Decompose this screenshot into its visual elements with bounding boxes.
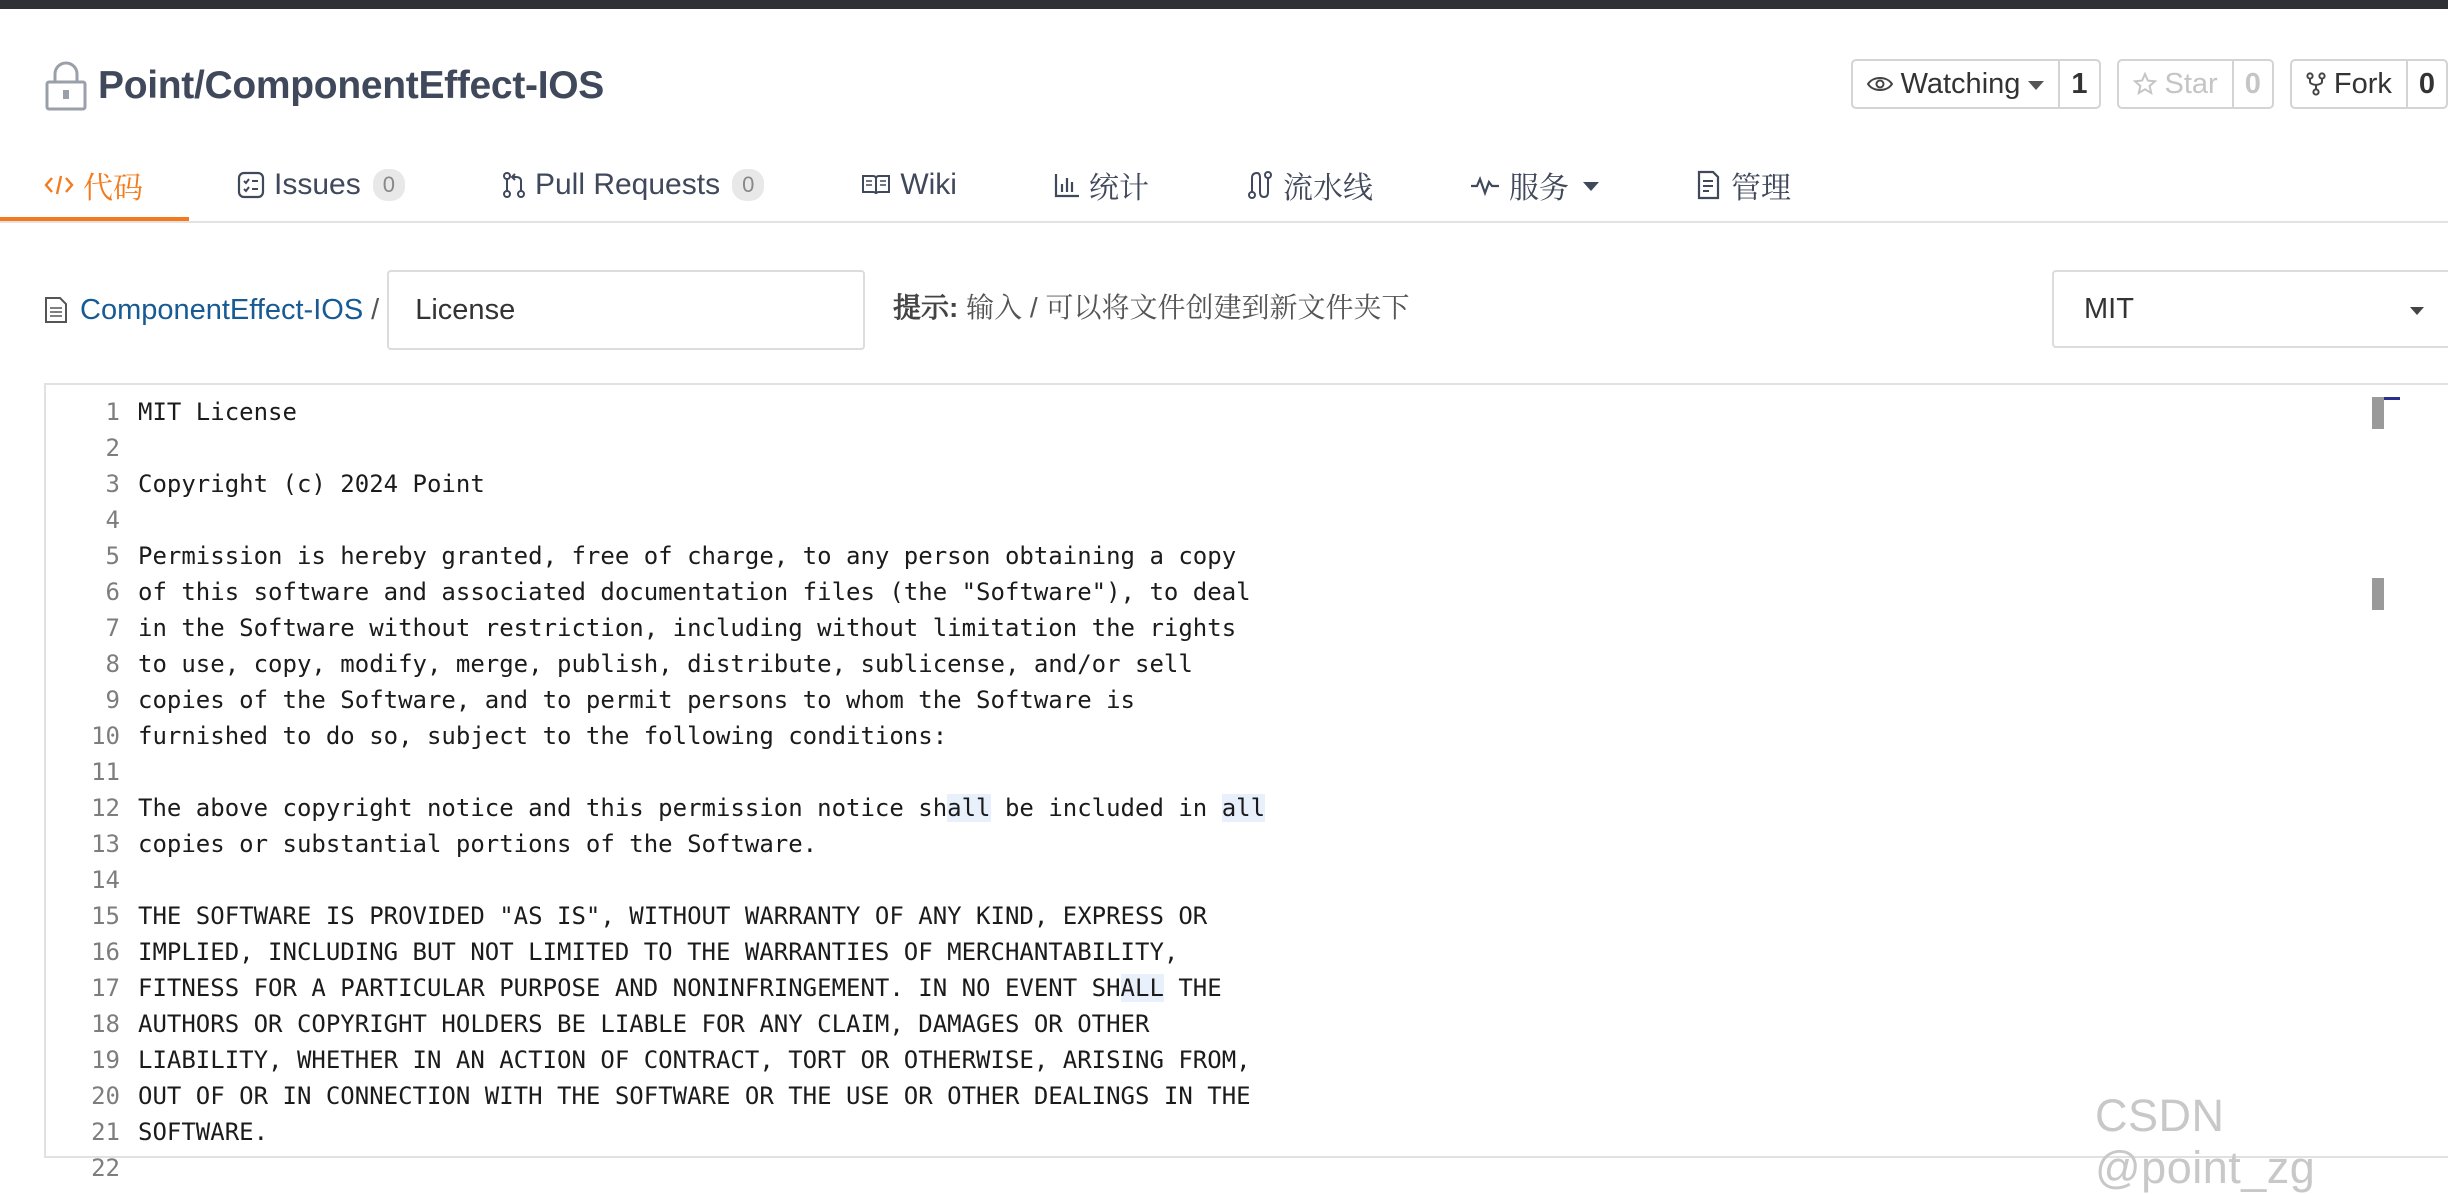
editor-line[interactable] [46,934,2446,970]
fork-button[interactable] [2290,59,2448,109]
tab-issues[interactable] [237,148,405,222]
tab-services[interactable] [1470,148,1599,222]
editor-line[interactable] [46,646,2446,682]
license-template-select[interactable] [2052,270,2448,348]
line-number: 15 [91,902,120,930]
fork-count[interactable]: 0 [2418,67,2435,100]
code-text: copies or substantial portions of the Software. [138,830,818,858]
code-text: IMPLIED, INCLUDING BUT NOT LIMITED TO THE WARRANTIES OF MERCHANTABILITY, [138,938,1179,966]
code-text: copies of the Software, and to permit persons to whom the Software is [138,686,1135,714]
star-button[interactable] [2117,59,2274,109]
repo-breadcrumb-link[interactable]: ComponentEffect-IOS [80,293,364,326]
bar-chart-icon [1054,172,1080,198]
line-number: 14 [91,866,120,894]
star-count[interactable]: 0 [2244,67,2261,100]
editor-line[interactable] [46,970,2446,1006]
code-text: AUTHORS OR COPYRIGHT HOLDERS BE LIABLE FOR ANY CLAIM, DAMAGES OR OTHER [138,1010,1150,1038]
issues-count-badge: 0 [373,169,405,201]
pr-count-badge: 0 [732,169,764,201]
line-number: 3 [105,470,120,498]
tab-issues-label: Issues [274,168,361,201]
editor-line[interactable] [46,466,2446,502]
scrollbar-match-marker[interactable] [2372,397,2384,429]
line-number: 11 [91,758,120,786]
code-text: furnished to do so, subject to the following conditions: [138,722,948,750]
editor-line[interactable] [46,1078,2446,1114]
tab-stats-label: 统计 [1088,172,1149,205]
editor-line[interactable] [46,790,2446,826]
code-icon [44,173,74,197]
editor-line[interactable] [46,754,2446,790]
line-number: 18 [91,1010,120,1038]
code-text: OUT OF OR IN CONNECTION WITH THE SOFTWARE OR THE USE OR OTHER DEALINGS IN THE [138,1082,1251,1110]
editor-line[interactable] [46,682,2446,718]
repo-tabs [44,148,1888,222]
code-text: FITNESS FOR A PARTICULAR PURPOSE AND NONINFRINGEMENT. IN NO EVENT SHALL THE [138,974,1222,1002]
line-number: 8 [105,650,120,678]
code-text: LIABILITY, WHETHER IN AN ACTION OF CONTRACT, TORT OR OTHERWISE, ARISING FROM, [138,1046,1251,1074]
line-number: 16 [91,938,120,966]
editor-line[interactable] [46,1042,2446,1078]
filename-input[interactable] [387,270,865,350]
line-number: 10 [91,722,120,750]
editor-line[interactable] [46,862,2446,898]
editor-line[interactable] [46,718,2446,754]
lock-icon [44,61,88,111]
line-number: 4 [105,506,120,534]
editor-line[interactable] [46,1006,2446,1042]
tab-wiki[interactable] [861,148,957,222]
chevron-down-icon [2410,307,2424,315]
code-text: Permission is hereby granted, free of charge, to any person obtaining a copy [138,542,1237,570]
line-number: 9 [105,686,120,714]
star-label: Star [2164,67,2218,100]
star-label-wrap[interactable] [2119,61,2234,107]
tab-services-label: 服务 [1508,172,1569,205]
scrollbar-match-marker[interactable] [2372,578,2384,610]
watch-label: Watching [1900,67,2021,100]
search-highlight: all [1221,794,1266,822]
tabs-divider [0,221,2448,223]
search-highlight: all [947,794,991,822]
editor-line[interactable] [46,898,2446,934]
tab-pull-requests[interactable] [502,148,764,222]
tab-manage[interactable] [1696,148,1791,222]
line-number: 12 [91,794,120,822]
editor-line[interactable] [46,1150,2446,1186]
tab-wiki-label: Wiki [900,168,957,201]
tab-pipeline[interactable] [1246,148,1373,222]
tab-pipeline-label: 流水线 [1282,172,1373,205]
code-text: The above copyright notice and this permission notice shall be included in all [138,794,1266,822]
editor-line[interactable] [46,826,2446,862]
editor-line[interactable] [46,574,2446,610]
code-text: of this software and associated documentation files (the "Software"), to deal [138,578,1251,606]
document-settings-icon [1696,170,1722,200]
code-text: MIT License [138,398,297,426]
tab-pull-requests-label: Pull Requests [534,168,721,201]
editor-line[interactable] [46,502,2446,538]
code-text: Copyright (c) 2024 Point [138,470,485,498]
code-text: SOFTWARE. [138,1118,269,1146]
tab-code[interactable] [0,148,189,222]
line-number: 20 [91,1082,120,1110]
code-text: to use, copy, modify, merge, publish, distribute, sublicense, and/or sell [138,650,1193,678]
line-number: 21 [91,1118,120,1146]
line-number: 1 [105,398,120,426]
line-number: 17 [91,974,120,1002]
code-text: in the Software without restriction, including without limitation the rights [138,614,1237,642]
search-highlight: ALL [1120,974,1164,1002]
file-path-row [44,270,865,350]
editor-line[interactable] [46,1114,2446,1150]
scrollbar-cursor-marker [2384,397,2400,400]
watch-count[interactable]: 1 [2071,67,2088,100]
line-number: 13 [91,830,120,858]
line-number: 7 [105,614,120,642]
pull-request-icon [502,171,526,199]
fork-label-wrap[interactable] [2292,61,2408,107]
editor-line[interactable] [46,538,2446,574]
repo-actions [1851,59,2448,109]
eye-icon [1867,75,1893,93]
filename-hint [893,286,1409,326]
watch-button[interactable] [1851,59,2101,109]
top-bar [0,0,2448,9]
line-number: 22 [91,1154,120,1182]
line-number: 19 [91,1046,120,1074]
issues-icon [237,171,265,199]
watermark: CSDN @point_zg [2095,1090,2316,1193]
chevron-down-icon [1583,182,1599,191]
license-select-value: MIT [2084,292,2134,325]
line-number: 5 [105,542,120,570]
chevron-down-icon [2028,81,2044,90]
editor-line[interactable] [46,430,2446,466]
repo-header [44,58,604,114]
file-icon [44,296,68,324]
editor-line[interactable] [46,610,2446,646]
tab-manage-label: 管理 [1730,172,1791,205]
line-number: 2 [105,434,120,462]
watch-label-wrap[interactable] [1853,61,2061,107]
pipeline-icon [1246,170,1274,200]
line-number: 6 [105,578,120,606]
fork-label: Fork [2333,67,2392,100]
hint-text: 输入 / 可以将文件创建到新文件夹下 [966,292,1410,323]
editor-line[interactable] [46,394,2446,430]
tab-stats[interactable] [1054,148,1149,222]
code-text: THE SOFTWARE IS PROVIDED "AS IS", WITHOUT WARRANTY OF ANY KIND, EXPRESS OR [138,902,1208,930]
tab-code-label: 代码 [83,172,143,205]
star-icon [2133,72,2157,96]
book-icon [861,173,891,197]
fork-icon [2306,72,2326,96]
path-separator: / [371,293,380,326]
pulse-icon [1470,173,1500,197]
repo-title[interactable]: Point/ComponentEffect-IOS [98,64,604,107]
hint-label: 提示: [893,292,959,323]
code-editor[interactable] [44,383,2448,1182]
